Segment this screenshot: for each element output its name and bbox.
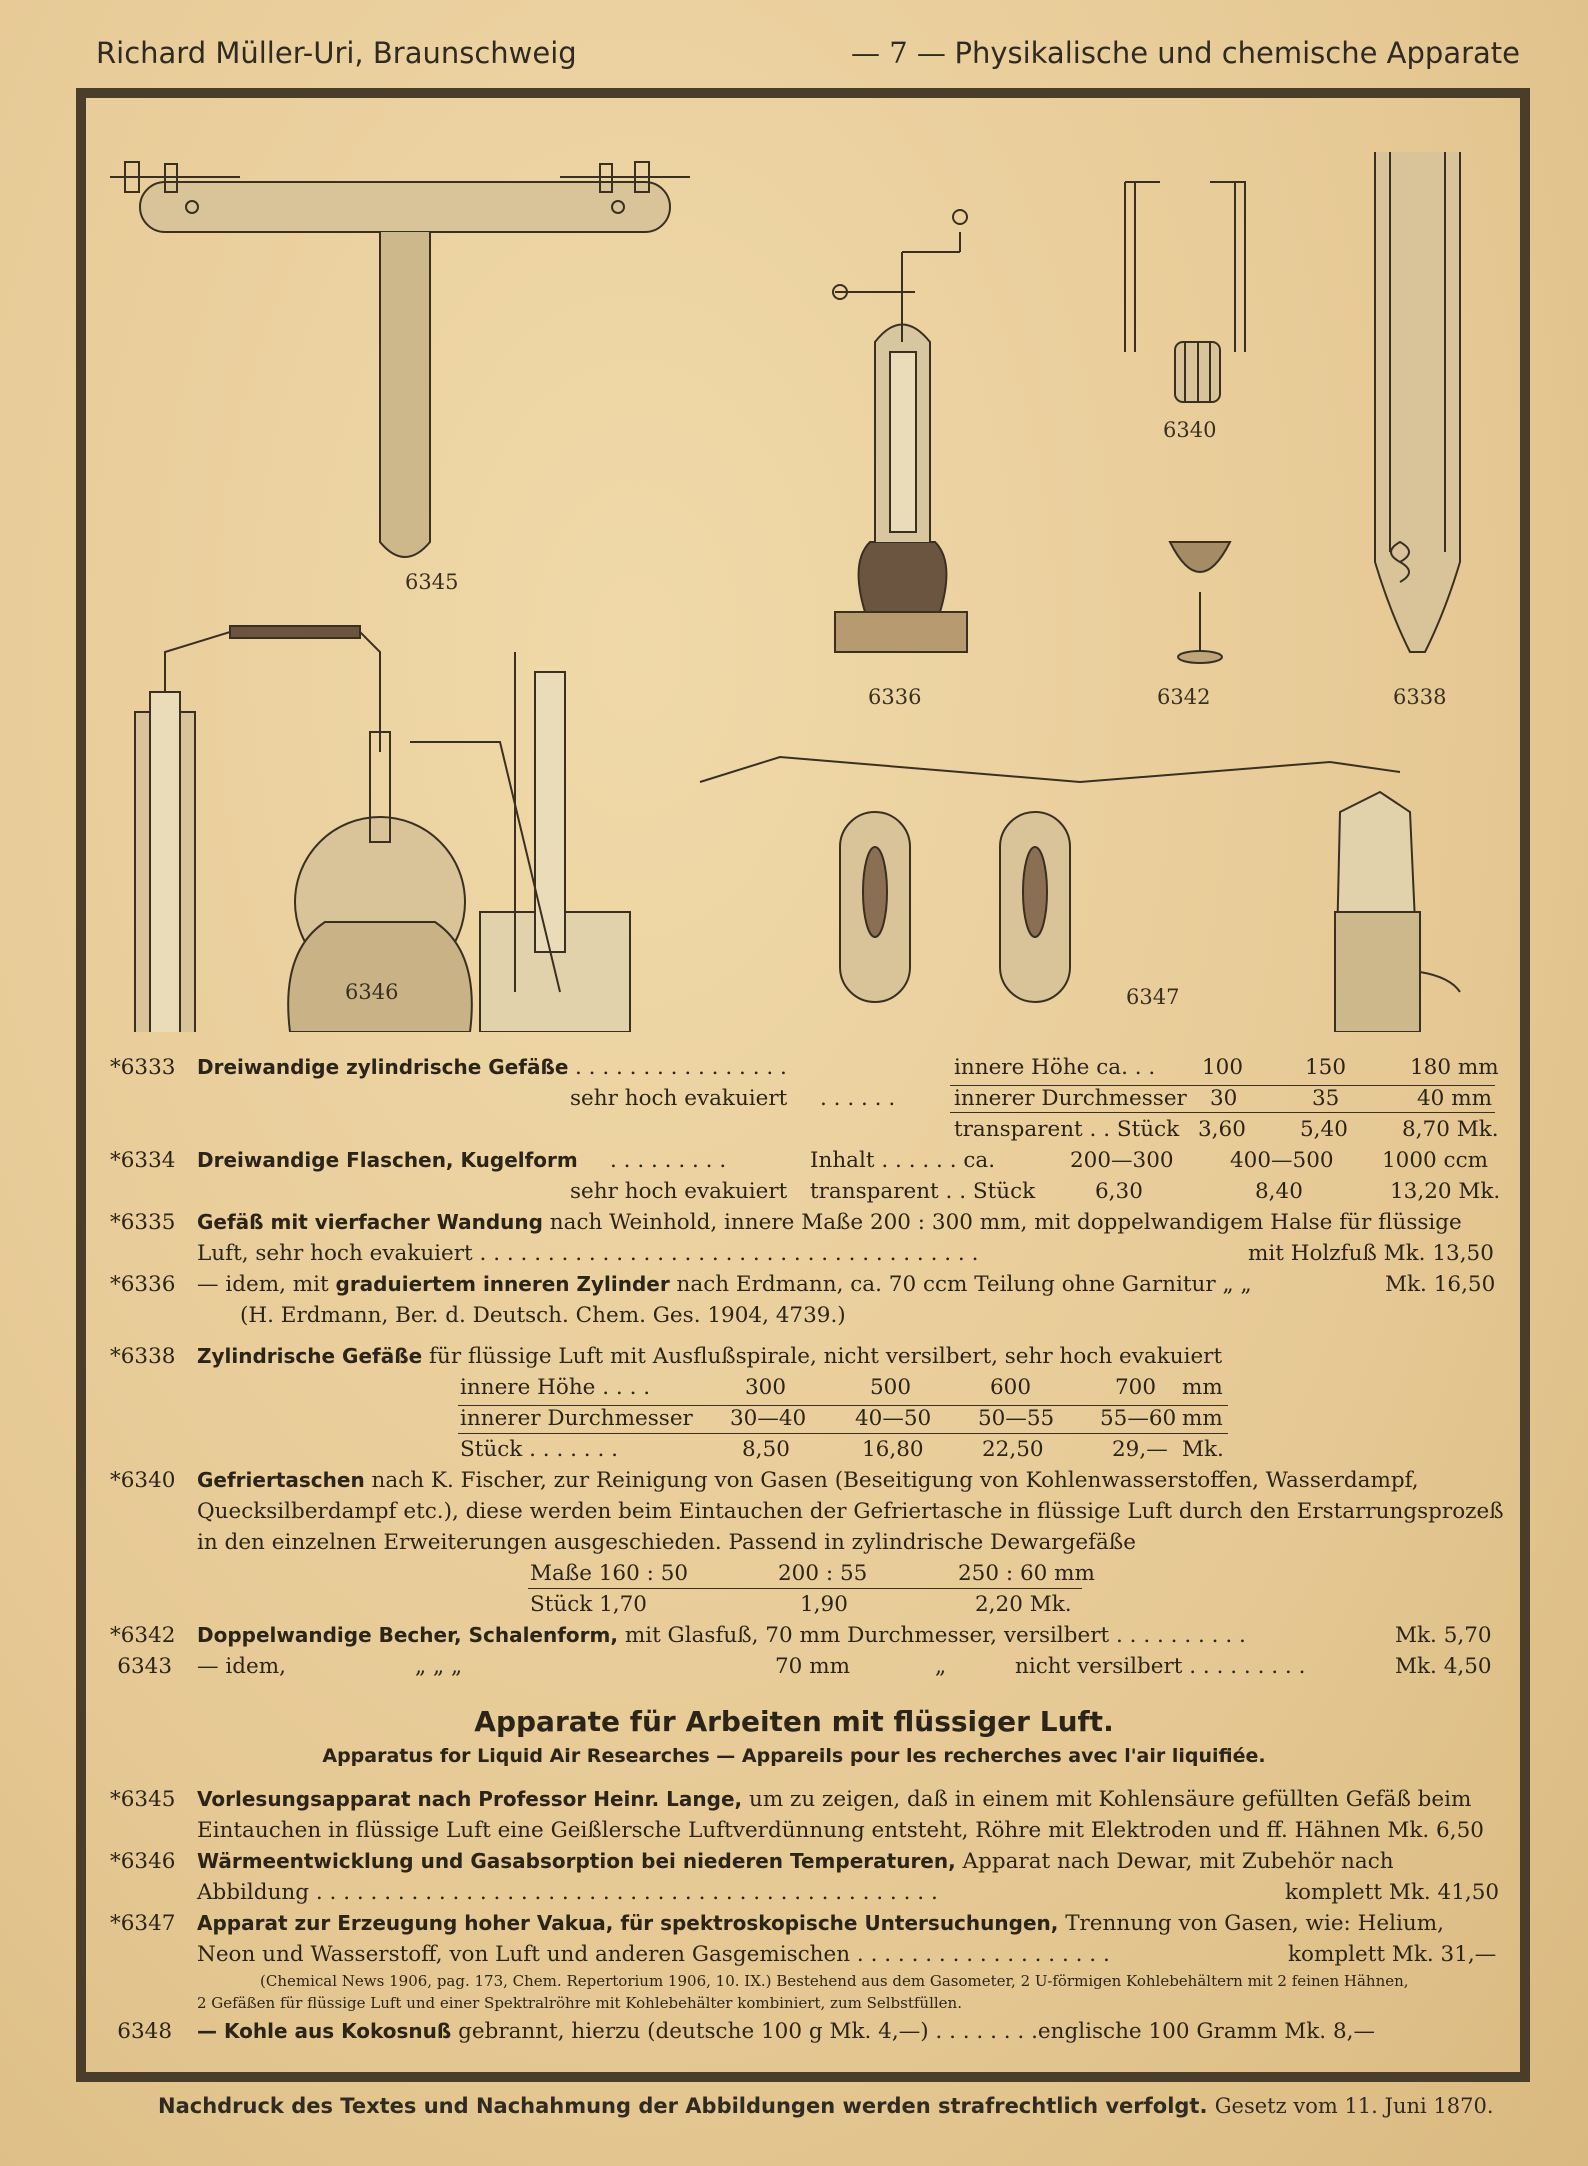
entry-title: Doppelwandige Becher, Schalenform, [197, 1623, 618, 1647]
page-number: — 7 — [851, 36, 946, 70]
entry-dots: . . . . . . . . . [610, 1148, 727, 1173]
entry-6335-row2 [110, 1238, 1500, 1269]
entry-6333-row2 [110, 1083, 1500, 1114]
price: komplett Mk. 31,— [1288, 1942, 1497, 1967]
entry-number: *6334 [110, 1148, 176, 1173]
entry-number: 6348 [117, 2019, 172, 2044]
spec-label: Maße 160 : 50 [530, 1561, 689, 1586]
entry-text: Eintauchen in flüssige Luft eine Geißlersche Luftverdünnung entsteht, Röhre mit Elektroden und ff. Hähnen Mk. 6,50 [197, 1818, 1484, 1843]
entry-6335 [110, 1207, 1500, 1238]
price: 29,— [1112, 1437, 1168, 1462]
entry-text: Apparat nach Dewar, mit Zubehör nach [962, 1849, 1394, 1874]
footer-law: Gesetz vom 11. Juni 1870. [1214, 2094, 1494, 2118]
spec-value: 500 [870, 1375, 912, 1400]
entry-note: (Chemical News 1906, pag. 173, Chem. Repertorium 1906, 10. IX.) Bestehend aus dem Gasometer, 2 U-förmigen Kohlebehältern mit 2 feinen Hähnen, [260, 1972, 1409, 1990]
spec-value: 150 [1305, 1055, 1347, 1080]
figure-number-6342: 6342 [1157, 685, 1211, 709]
entry-text: „ „ „ [415, 1654, 463, 1679]
entry-text: Quecksilberdampf etc.), diese werden beim Eintauchen der Gefriertasche in flüssige Luft durch den Erstarrungsprozeß [197, 1499, 1504, 1524]
price: 1,90 [800, 1592, 848, 1617]
spec-value: 100 [1202, 1055, 1244, 1080]
entry-text: Trennung von Gasen, wie: Helium, [1065, 1911, 1444, 1936]
entry-dots: . . . . . . . . . . . . . . . . [575, 1055, 787, 1080]
section-title: Apparate für Arbeiten mit flüssiger Luft. [474, 1705, 1114, 1738]
entry-title: Vorlesungsapparat nach Professor Heinr. Lange, [197, 1787, 743, 1811]
entry-title: Gefriertaschen [197, 1468, 365, 1492]
entry-text: „ [935, 1654, 947, 1679]
spec-value: 55—60 [1100, 1406, 1177, 1431]
entry-subtext: sehr hoch evakuiert [570, 1086, 788, 1111]
entry-6338-table-r2 [110, 1403, 1500, 1434]
entry-6340-line3 [110, 1527, 1500, 1558]
price: komplett Mk. 41,50 [1285, 1880, 1500, 1905]
entry-6347 [110, 1908, 1500, 1939]
entry-6346 [110, 1846, 1500, 1877]
spec-label: innere Höhe ca. . . [954, 1055, 1156, 1080]
entry-6347-note2 [110, 1992, 1500, 2016]
spec-value: 40—50 [855, 1406, 932, 1431]
spec-label: Stück . . . . . . . [460, 1437, 618, 1462]
price: Mk. 4,50 [1395, 1654, 1492, 1679]
entry-dots: . . . . . . [820, 1086, 896, 1111]
entry-6345-line2 [110, 1815, 1500, 1846]
entry-title: — Kohle aus Kokosnuß [197, 2019, 452, 2043]
catalog-entries [110, 1052, 1504, 1682]
spec-value: 35 [1312, 1086, 1340, 1111]
entry-number: *6345 [110, 1787, 176, 1812]
entry-text: 70 mm [775, 1654, 850, 1679]
spec-value: 30 [1210, 1086, 1238, 1111]
entry-6346-line2 [110, 1877, 1500, 1908]
spec-label: transparent . . Stück [954, 1117, 1180, 1142]
entry-text: Neon und Wasserstoff, von Luft und anderen Gasgemischen . . . . . . . . . . . . . . . . . . . [197, 1942, 1110, 1967]
entry-text: in den einzelnen Erweiterungen ausgeschieden. Passend in zylindrische Dewargefäße [197, 1530, 1136, 1555]
entry-6338-table-r3 [110, 1434, 1500, 1465]
spec-unit: mm [1182, 1406, 1223, 1431]
entry-number: *6338 [110, 1344, 176, 1369]
entry-text: nach K. Fischer, zur Reinigung von Gasen (Beseitigung von Kohlenwasserstoffen, Wasserdampf, [371, 1468, 1419, 1493]
section-subtitle: Apparatus for Liquid Air Researches — Appareils pour les recherches avec l'air liquifiée. [322, 1745, 1266, 1767]
entry-title: Gefäß mit vierfacher Wandung [197, 1210, 543, 1234]
entry-title: graduiertem inneren Zylinder [335, 1272, 670, 1296]
spec-value: 400—500 [1230, 1148, 1334, 1173]
spec-label: transparent . . Stück [810, 1179, 1036, 1204]
price: 16,80 [862, 1437, 924, 1462]
figure-number-6347: 6347 [1126, 985, 1180, 1009]
spec-value: 1000 ccm [1382, 1148, 1489, 1173]
entry-number: 6343 [117, 1654, 172, 1679]
publisher-name: Richard Müller-Uri, Braunschweig [96, 36, 577, 70]
fig-6345-t-apparatus [110, 162, 690, 557]
entry-text: Luft, sehr hoch evakuiert . . . . . . . . . . . . . . . . . . . . . . . . . . . . . . . . . . . . . [197, 1241, 979, 1266]
entry-6334-row2 [110, 1176, 1500, 1207]
fig-6340-freezing-pockets [1125, 182, 1245, 402]
spec-label: Inhalt . . . . . . ca. [810, 1148, 996, 1173]
spec-label: innerer Durchmesser [460, 1406, 693, 1431]
entry-reference: (H. Erdmann, Ber. d. Deutsch. Chem. Ges. 1904, 4739.) [240, 1303, 846, 1328]
spec-value: 600 [990, 1375, 1032, 1400]
spec-value: 200 : 55 [778, 1561, 868, 1586]
price: 8,40 [1255, 1179, 1303, 1204]
entry-6336-row2 [110, 1300, 1500, 1331]
price: 6,30 [1095, 1179, 1143, 1204]
price: 8,50 [742, 1437, 790, 1462]
entry-6338-table-r1 [110, 1372, 1500, 1403]
entry-title: Wärmeentwicklung und Gasabsorption bei niederen Temperaturen, [197, 1849, 956, 1873]
entry-6347-note1 [110, 1970, 1500, 1992]
spec-value: 30—40 [730, 1406, 807, 1431]
entry-text: Abbildung . . . . . . . . . . . . . . . . . . . . . . . . . . . . . . . . . . . . . . . . . . . . . . [197, 1880, 938, 1905]
spec-value: 180 mm [1410, 1055, 1499, 1080]
spec-value: 40 mm [1417, 1086, 1492, 1111]
entry-text: nach Erdmann, ca. 70 ccm Teilung ohne Garnitur „ „ [676, 1272, 1252, 1297]
figure-number-6336: 6336 [868, 685, 922, 709]
figure-number-6338: 6338 [1393, 685, 1447, 709]
entry-6333-row3 [110, 1114, 1500, 1145]
price: 3,60 [1198, 1117, 1246, 1142]
entry-text: — idem, mit [197, 1272, 329, 1297]
entry-6345 [110, 1784, 1500, 1815]
price: Stück 1,70 [530, 1592, 647, 1617]
footer-notice: Nachdruck des Textes und Nachahmung der Abbildungen werden strafrechtlich verfolgt. [158, 2094, 1208, 2118]
entry-title: Zylindrische Gefäße [197, 1344, 423, 1368]
price: 2,20 Mk. [975, 1592, 1072, 1617]
spec-value: 300 [745, 1375, 787, 1400]
price: 5,40 [1300, 1117, 1348, 1142]
price: Mk. 16,50 [1385, 1272, 1496, 1297]
entry-number: *6342 [110, 1623, 176, 1648]
entry-6343 [110, 1651, 1500, 1682]
fig-6338-cylindrical-vessel [1375, 152, 1460, 652]
entry-6340-table-r2 [110, 1589, 1500, 1620]
fig-6342-cup [1170, 542, 1230, 663]
fig-6336-graduated-vessel [833, 210, 967, 652]
spec-label: innerer Durchmesser [954, 1086, 1187, 1111]
entry-title: Dreiwandige zylindrische Gefäße [197, 1055, 569, 1079]
catalog-section-title: Physikalische und chemische Apparate [954, 36, 1520, 70]
entry-number: *6340 [110, 1468, 176, 1493]
entry-number: *6346 [110, 1849, 176, 1874]
entry-text: mit Glasfuß, 70 mm Durchmesser, versilbert . . . . . . . . . . [624, 1623, 1246, 1648]
spec-value: 250 : 60 mm [958, 1561, 1095, 1586]
fig-6347-vacuum-apparatus [700, 757, 1460, 1032]
spec-label: innere Höhe . . . . [460, 1375, 651, 1400]
entry-text: gebrannt, hierzu (deutsche 100 g Mk. 4,—) . . . . . . . .englische 100 Gramm Mk. 8,— [458, 2019, 1375, 2044]
entry-6342 [110, 1620, 1500, 1651]
entry-text: um zu zeigen, daß in einem mit Kohlensäure gefüllten Gefäß beim [748, 1787, 1472, 1812]
entry-number: *6333 [110, 1055, 176, 1080]
entry-6340-table-r1 [110, 1558, 1500, 1589]
entry-6340-line2 [110, 1496, 1504, 1527]
entry-text: für flüssige Luft mit Ausflußspirale, nicht versilbert, sehr hoch evakuiert [429, 1344, 1223, 1369]
entry-number: *6335 [110, 1210, 176, 1235]
entry-6348 [110, 2016, 1500, 2047]
entry-note: 2 Gefäßen für flüssige Luft und einer Spektralröhre mit Kohlebehälter kombiniert, zum Selbstfüllen. [197, 1994, 962, 2012]
figure-number-6345: 6345 [405, 570, 459, 594]
price: mit Holzfuß Mk. 13,50 [1248, 1241, 1494, 1266]
entry-title: Dreiwandige Flaschen, Kugelform [197, 1148, 578, 1172]
price: 13,20 Mk. [1390, 1179, 1501, 1204]
entry-text: nach Weinhold, innere Maße 200 : 300 mm, mit doppelwandigem Halse für flüssige [549, 1210, 1462, 1235]
entry-title: Apparat zur Erzeugung hoher Vakua, für spektroskopische Untersuchungen, [197, 1911, 1059, 1935]
entry-6338 [110, 1341, 1500, 1372]
entry-6333 [110, 1052, 1500, 1083]
price: 22,50 [982, 1437, 1044, 1462]
entry-number: *6336 [110, 1272, 176, 1297]
entry-6334 [110, 1145, 1500, 1176]
price: Mk. 5,70 [1395, 1623, 1492, 1648]
entry-number: *6347 [110, 1911, 176, 1936]
price: 8,70 Mk. [1402, 1117, 1499, 1142]
entry-subtext: sehr hoch evakuiert [570, 1179, 788, 1204]
spec-unit: mm [1182, 1375, 1223, 1400]
entry-text: — idem, [197, 1654, 286, 1679]
copyright-footer [158, 2094, 1494, 2118]
fig-6346-dewar-apparatus [135, 626, 630, 1032]
liquid-air-entries [110, 1784, 1500, 2047]
figure-number-6340: 6340 [1163, 418, 1217, 442]
entry-6340 [110, 1465, 1500, 1496]
entry-6336 [110, 1269, 1500, 1300]
spec-value: 50—55 [978, 1406, 1055, 1431]
apparatus-illustrations [80, 92, 1520, 1032]
spec-value: 200—300 [1070, 1148, 1174, 1173]
spec-value: 700 [1115, 1375, 1157, 1400]
page-header [96, 36, 1520, 76]
figure-number-6346: 6346 [345, 980, 399, 1004]
entry-text: nicht versilbert . . . . . . . . . [1015, 1654, 1306, 1679]
spec-unit: Mk. [1182, 1437, 1224, 1462]
entry-6347-line2 [110, 1939, 1500, 1970]
